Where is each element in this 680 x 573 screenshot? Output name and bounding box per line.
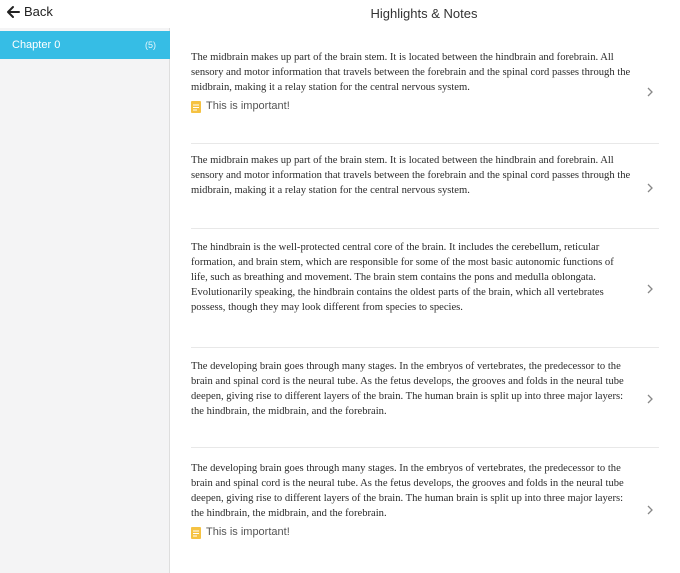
note-label: This is important! [206,526,290,538]
sidebar-item-label: Chapter 0 [12,39,61,51]
sidebar-item-chapter-0[interactable] [0,31,170,59]
highlight-text: The hindbrain is the well-protected central core of the brain. It includes the cerebellum, reticular formation, and brain stem, which are responsible for some of the most basic autonomic functions of life, such as breathing and movement. The brain stem contains the pons and medulla oblongata. Evolutionarily speaking, the hindbrain contains the oldest parts of the brain, which all vertebrates possess, though they may look different from species to species. [191,242,614,313]
note-annotation [191,526,631,538]
note-annotation [191,100,631,112]
top-bar [0,0,680,28]
highlight-text: The developing brain goes through many stages. In the embryos of vertebrates, the predecessor to the brain and spinal cord is the neural tube. As the fetus develops, the grooves and folds in the neural tube deepen, giving rise to different layers of the brain. The human brain is split up into three major layers: the hindbrain, the midbrain, and the forebrain. [191,361,624,417]
note-icon [191,526,201,538]
page-title: Highlights & Notes [370,6,478,21]
note-row[interactable] [191,153,631,198]
chevron-right-icon[interactable] [646,181,654,193]
chevron-right-icon[interactable] [646,282,654,294]
note-row[interactable] [191,359,631,419]
back-label: Back [24,4,53,19]
back-button[interactable] [6,4,53,19]
row-divider [191,228,659,229]
chevron-right-icon[interactable] [646,392,654,404]
chapter-sidebar [0,28,170,573]
note-row[interactable] [191,461,631,538]
highlight-text: The midbrain makes up part of the brain stem. It is located between the hindbrain and forebrain. All sensory and motor information that travels between the forebrain and the spinal cord passes through the midbrain, making it a relay station for the central nervous system. [191,52,631,93]
note-row[interactable] [191,50,631,112]
note-row[interactable] [191,240,631,315]
notes-list [170,28,680,573]
arrow-left-icon [6,5,20,19]
note-label: This is important! [206,100,290,112]
row-divider [191,143,659,144]
chevron-right-icon[interactable] [646,503,654,515]
row-divider [191,347,659,348]
row-divider [191,447,659,448]
highlight-text: The midbrain makes up part of the brain stem. It is located between the hindbrain and forebrain. All sensory and motor information that travels between the forebrain and the spinal cord passes through the midbrain, making it a relay station for the central nervous system. [191,155,631,196]
note-icon [191,100,201,112]
chevron-right-icon[interactable] [646,85,654,97]
highlight-text: The developing brain goes through many stages. In the embryos of vertebrates, the predecessor to the brain and spinal cord is the neural tube. As the fetus develops, the grooves and folds in the neural tube deepen, giving rise to different layers of the brain. The human brain is split up into three major layers: the hindbrain, the midbrain, and the forebrain. [191,463,624,519]
sidebar-item-count: (5) [145,40,156,50]
